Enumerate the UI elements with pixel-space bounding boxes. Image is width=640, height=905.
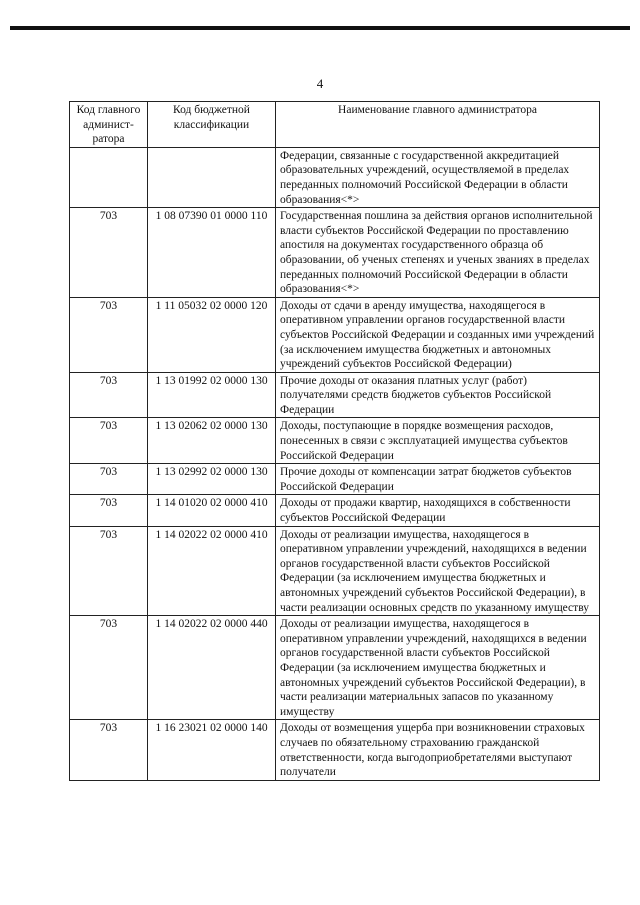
budget-code-cell: 1 11 05032 02 0000 120 [148, 297, 276, 372]
header-admin-code: Код главного админист-ратора [70, 102, 148, 148]
table-body [70, 147, 600, 780]
table-row [70, 418, 600, 464]
page-number: 4 [316, 76, 324, 91]
admin-name-cell: Доходы от реализации имущества, находящегося в оперативном управлении учреждений, находящихся в ведении органов государственной власти субъектов Российской Федерации (за исключением имущества бюджетных и автономных учреждений субъектов Российской Федерации), в части реализации материальных запасов по указанному имуществу [276, 616, 600, 720]
admin-code-cell: 703 [70, 208, 148, 298]
budget-code-cell: 1 16 23021 02 0000 140 [148, 720, 276, 780]
admin-name-cell: Доходы, поступающие в порядке возмещения расходов, понесенных в связи с эксплуатацией имущества субъектов Российской Федерации [276, 418, 600, 464]
table-row [70, 297, 600, 372]
table-header-row [70, 102, 600, 148]
admin-code-cell: 703 [70, 720, 148, 780]
header-admin-name: Наименование главного администратора [276, 102, 600, 148]
header-budget-code: Код бюджетной классификации [148, 102, 276, 148]
admin-name-cell: Доходы от сдачи в аренду имущества, находящегося в оперативном управлении органов государственной власти субъектов Российской Федерации и созданных ими учреждений (за исключением имущества бюджетных и автономных учреждений субъектов Российской Федерации) [276, 297, 600, 372]
table-row [70, 495, 600, 526]
admin-name-cell: Доходы от продажи квартир, находящихся в собственности субъектов Российской Федерации [276, 495, 600, 526]
admin-code-cell: 703 [70, 372, 148, 418]
admin-code-cell: 703 [70, 418, 148, 464]
table-row [70, 464, 600, 495]
admin-code-cell: 703 [70, 464, 148, 495]
budget-code-cell: 1 14 01020 02 0000 410 [148, 495, 276, 526]
budget-code-cell [148, 147, 276, 207]
admin-name-cell: Государственная пошлина за действия органов исполнительной власти субъектов Российской Федерации по проставлению апостиля на документах государственного образца об образовании, об ученых степенях и ученых званиях в пределах переданных полномочий Российской Федерации в области образования<*> [276, 208, 600, 298]
admin-name-cell: Доходы от реализации имущества, находящегося в оперативном управлении учреждений, находящихся в ведении органов государственной власти субъектов Российской Федерации (за исключением имущества бюджетных и автономных учреждений субъектов Российской Федерации), в части реализации основных средств по указанному имуществу [276, 526, 600, 616]
admin-code-cell [70, 147, 148, 207]
admin-name-cell: Прочие доходы от компенсации затрат бюджетов субъектов Российской Федерации [276, 464, 600, 495]
table-row [70, 372, 600, 418]
admin-name-cell: Доходы от возмещения ущерба при возникновении страховых случаев по обязательному страхованию гражданской ответственности, когда выгодоприобретателями выступают получатели [276, 720, 600, 780]
top-rule [10, 26, 630, 30]
budget-code-cell: 1 13 01992 02 0000 130 [148, 372, 276, 418]
admin-code-cell: 703 [70, 495, 148, 526]
budget-code-cell: 1 08 07390 01 0000 110 [148, 208, 276, 298]
revenue-codes-table [69, 101, 600, 781]
table-row [70, 526, 600, 616]
table-row [70, 720, 600, 780]
budget-code-cell: 1 13 02062 02 0000 130 [148, 418, 276, 464]
admin-code-cell: 703 [70, 297, 148, 372]
budget-code-cell: 1 14 02022 02 0000 410 [148, 526, 276, 616]
table-row [70, 208, 600, 298]
admin-code-cell: 703 [70, 616, 148, 720]
admin-name-cell: Федерации, связанные с государственной аккредитацией образовательных учреждений, осуществляемой в пределах переданных полномочий Российской Федерации в области образования<*> [276, 147, 600, 207]
admin-code-cell: 703 [70, 526, 148, 616]
admin-name-cell: Прочие доходы от оказания платных услуг (работ) получателями средств бюджетов субъектов Российской Федерации [276, 372, 600, 418]
table-row [70, 616, 600, 720]
table-row [70, 147, 600, 207]
budget-code-cell: 1 13 02992 02 0000 130 [148, 464, 276, 495]
budget-code-cell: 1 14 02022 02 0000 440 [148, 616, 276, 720]
